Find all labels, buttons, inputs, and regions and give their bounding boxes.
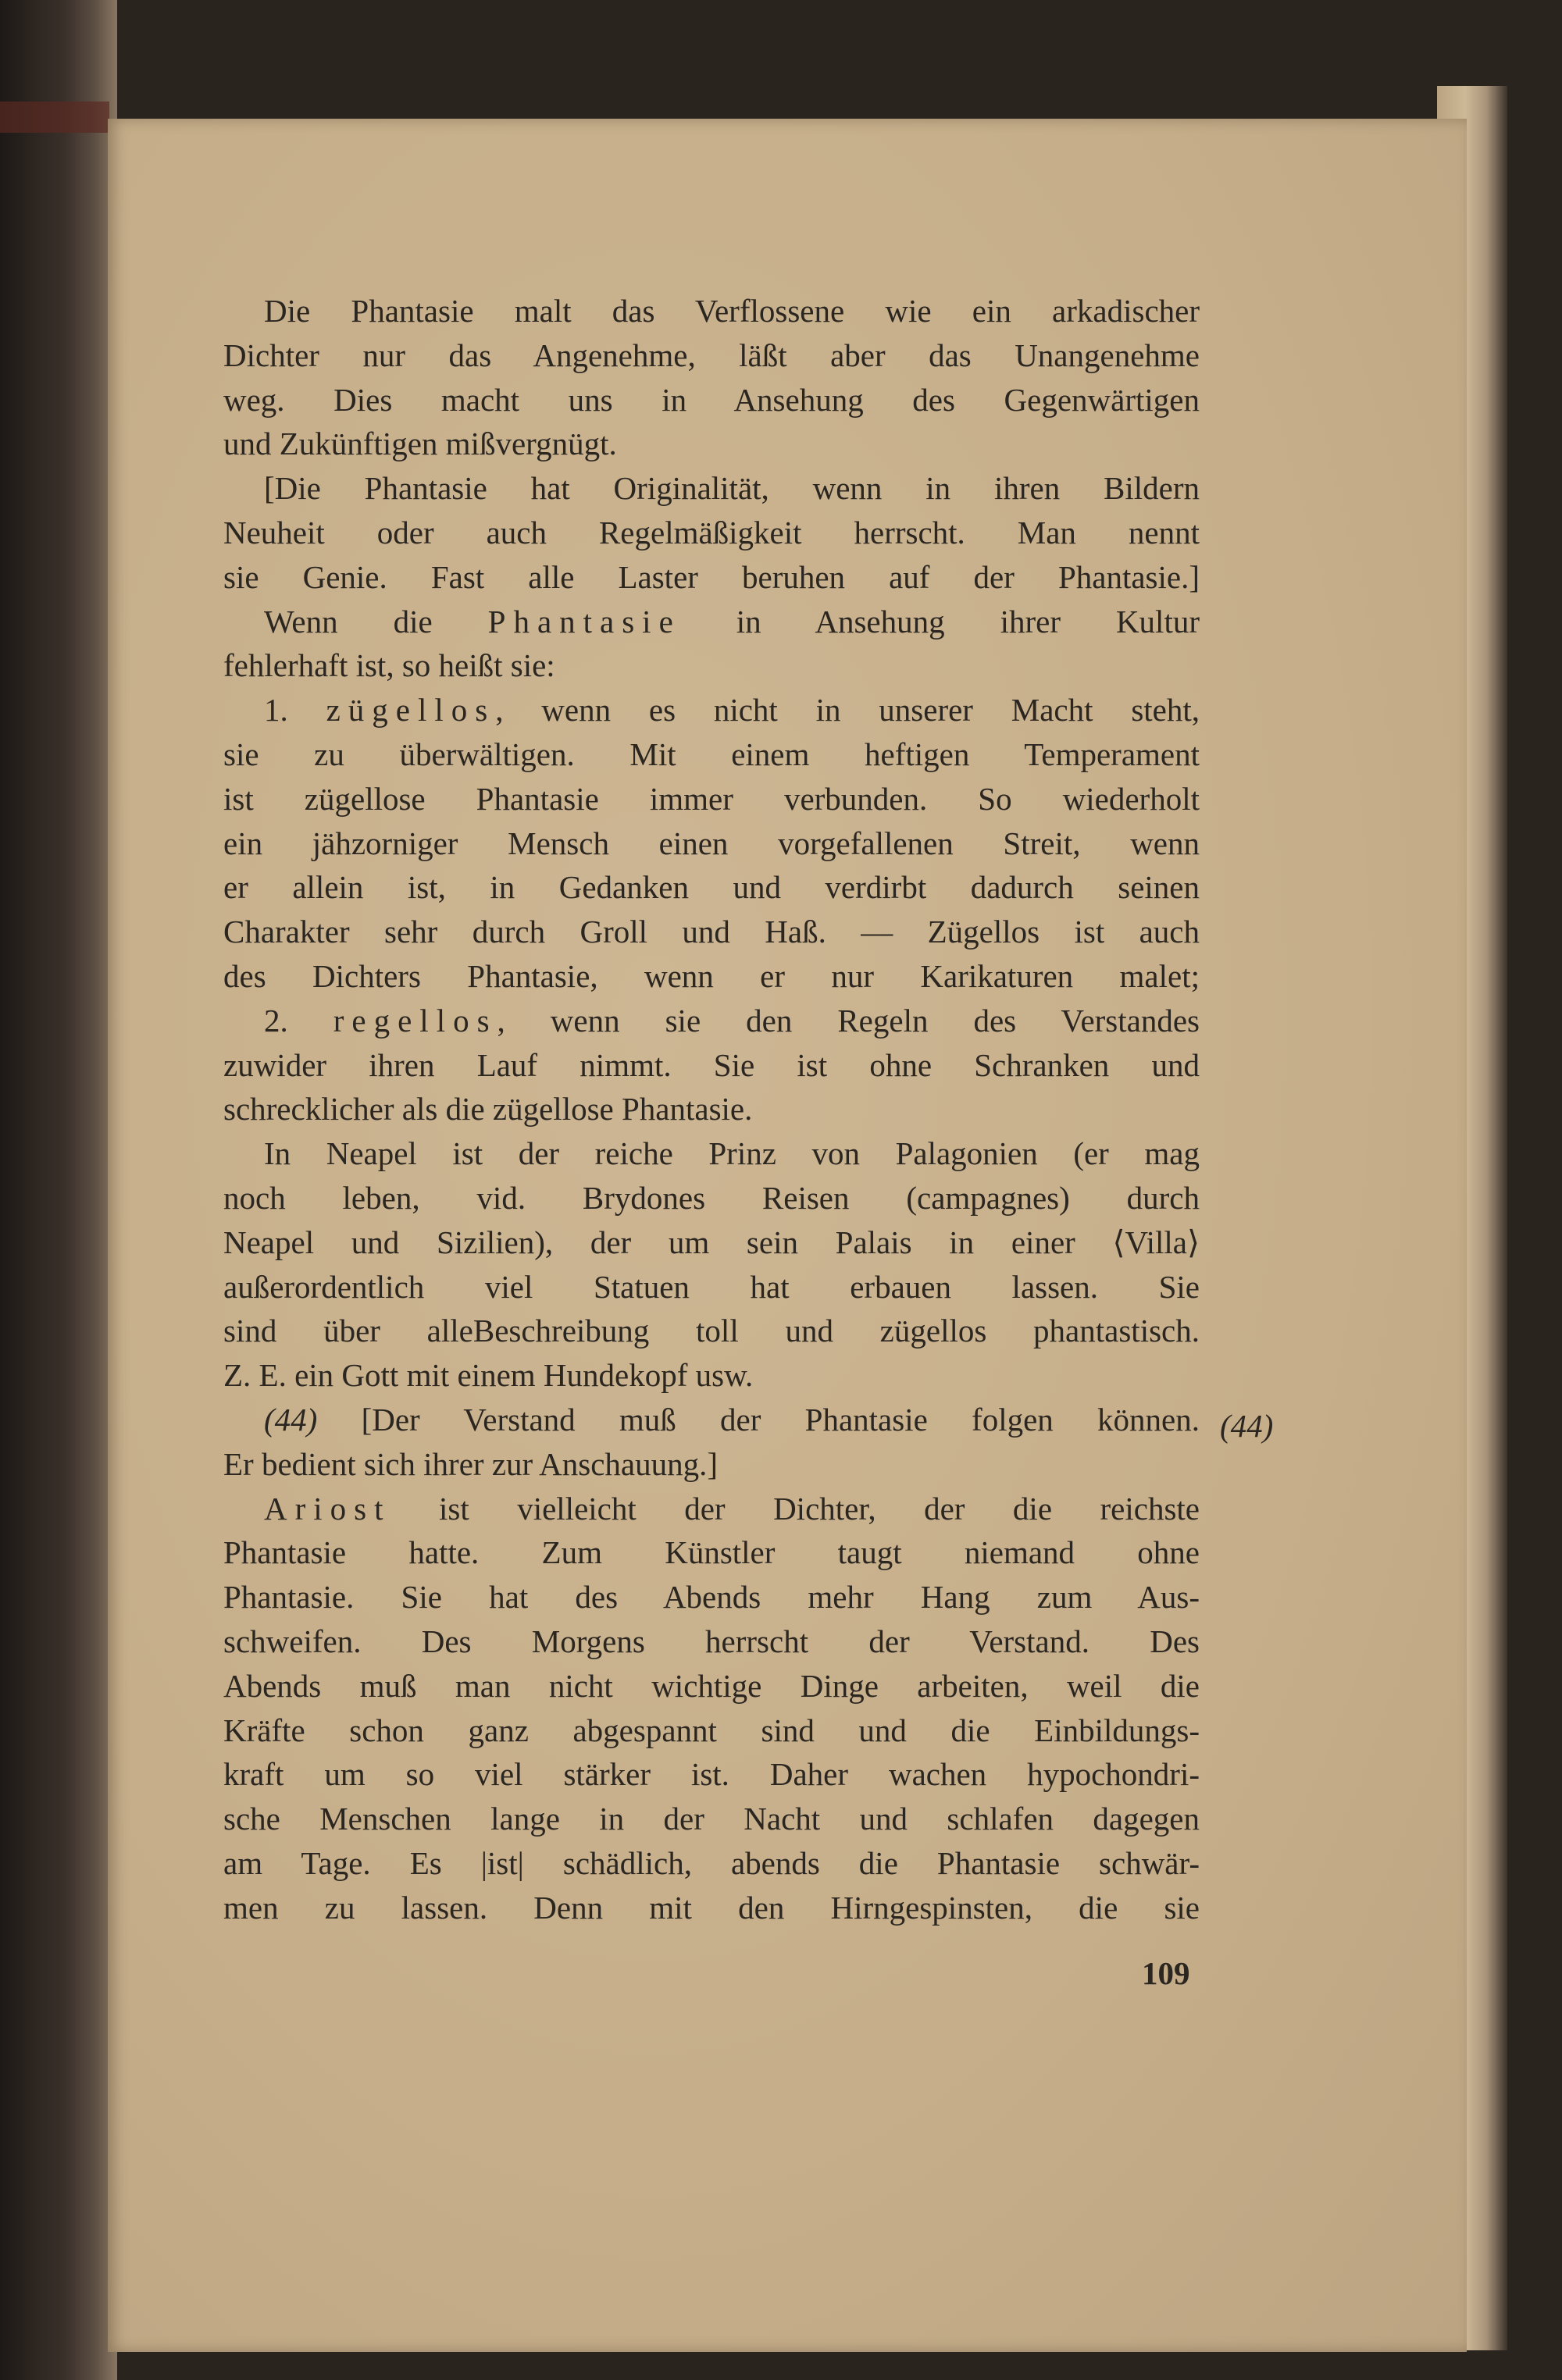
text-line [223,999,1200,1043]
text-segment: am Tage. Es |ist| schädlich, abends die Phantasie schwär- [223,1844,1200,1881]
text-segment: 2. [264,1002,333,1039]
text-segment: er allein ist, in Gedanken und verdirbt dadurch seinen [223,869,1200,906]
text-segment: ist zügellose Phantasie immer verbunden. So wiederholt [223,780,1200,817]
text-line [223,378,1200,422]
text-segment: Die Phantasie malt das Verflossene wie ein arkadischer [264,293,1200,329]
text-line [223,1797,1200,1841]
text-segment: sie Genie. Fast alle Laster beruhen auf der Phantasie.] [223,558,1200,595]
spaced-emphasis: Ariost [264,1490,391,1527]
page-body-text [223,289,1200,1929]
text-segment: Kräfte schon ganz abgespannt sind und die Einbildungs- [223,1712,1200,1748]
text-line [223,333,1200,378]
text-line [223,511,1200,555]
text-line [223,643,1200,688]
binding-edge [0,102,109,133]
text-segment: ist vielleicht der Dichter, der die reichste [390,1490,1200,1527]
text-segment: sche Menschen lange in der Nacht und schlafen dagegen [223,1801,1200,1837]
text-segment: Dichter nur das Angenehme, läßt aber das Unangenehme [223,337,1200,373]
text-segment: schrecklicher als die zügellose Phantasie. [223,1091,753,1128]
text-line [223,1131,1200,1176]
text-segment: [Die Phantasie hat Originalität, wenn in ihren Bildern [264,470,1200,507]
text-segment: , wenn sie den Regeln des Verstandes [497,1002,1200,1039]
text-line [223,1176,1200,1220]
text-line [223,1752,1200,1797]
text-segment: [Der Verstand muß der Phantasie folgen können. [317,1401,1200,1438]
text-line [223,1309,1200,1353]
text-segment: noch leben, vid. Brydones Reisen (campagnes) durch [223,1179,1200,1216]
text-line [223,1575,1200,1619]
italic-marker: (44) [264,1401,318,1438]
text-line [223,821,1200,866]
text-segment: sind über alleBeschreibung toll und zügellos phantastisch. [223,1313,1200,1349]
text-line [223,1487,1200,1531]
book-binding [0,0,117,2380]
text-line [223,1353,1200,1398]
text-line [223,600,1200,644]
text-line [223,1220,1200,1265]
text-line [223,1886,1200,1930]
text-line [223,688,1200,732]
text-line [223,910,1200,954]
text-line [223,555,1200,600]
text-segment: 1. [264,692,326,729]
spaced-emphasis: zügellos [326,692,496,729]
text-segment: in Ansehung ihrer Kultur [680,603,1200,640]
text-segment: Wenn die [264,603,488,640]
text-line [223,1619,1200,1664]
text-segment: Abends muß man nicht wichtige Dinge arbeiten, weil die [223,1667,1200,1704]
text-line [223,422,1200,466]
text-segment: , wenn es nicht in unserer Macht steht, [495,692,1200,729]
text-segment: sie zu überwältigen. Mit einem heftigen Temperament [223,736,1200,772]
text-segment: fehlerhaft ist, so heißt sie: [223,647,555,684]
text-segment: Phantasie hatte. Zum Künstler taugt niemand ohne [223,1534,1200,1571]
text-segment: men zu lassen. Denn mit den Hirngespinsten, die sie [223,1889,1200,1926]
text-segment: ein jähzorniger Mensch einen vorgefallenen Streit, wenn [223,825,1200,861]
spaced-emphasis: regellos [333,1002,497,1039]
text-segment: Er bedient sich ihrer zur Anschauung.] [223,1445,719,1482]
text-line [223,1708,1200,1753]
text-line [223,732,1200,777]
text-segment: Charakter sehr durch Groll und Haß. — Zügellos ist auch [223,914,1200,950]
text-line [223,289,1200,333]
text-segment: des Dichters Phantasie, wenn er nur Karikaturen malet; [223,957,1200,994]
text-segment: weg. Dies macht uns in Ansehung des Gegenwärtigen [223,381,1200,418]
text-segment: und Zukünftigen mißvergnügt. [223,426,617,462]
text-line [223,1265,1200,1309]
text-segment: Neapel und Sizilien), der um sein Palais in einer ⟨Villa⟩ [223,1224,1200,1260]
spaced-emphasis: Phantasie [487,603,681,640]
text-line [223,1442,1200,1487]
text-line [223,1087,1200,1131]
text-segment: Z. E. ein Gott mit einem Hundekopf usw. [223,1357,754,1394]
text-segment: schweifen. Des Morgens herrscht der Verstand. Des [223,1623,1200,1659]
margin-note: (44) [1220,1408,1274,1444]
text-segment: Neuheit oder auch Regelmäßigkeit herrscht. Man nennt [223,514,1200,550]
text-line [223,865,1200,910]
text-line [223,1043,1200,1088]
text-segment: zuwider ihren Lauf nimmt. Sie ist ohne Schranken und [223,1046,1200,1083]
text-segment: kraft um so viel stärker ist. Daher wachen hypochondri- [223,1756,1200,1793]
text-line [223,466,1200,511]
text-line [223,777,1200,821]
text-line [223,1398,1200,1442]
text-line [223,1841,1200,1886]
text-line [223,954,1200,999]
text-line [223,1530,1200,1575]
page-number: 109 [1142,1955,1190,1991]
text-segment: Phantasie. Sie hat des Abends mehr Hang zum Aus- [223,1579,1200,1616]
text-segment: In Neapel ist der reiche Prinz von Palagonien (er mag [264,1135,1200,1172]
text-line [223,1664,1200,1708]
text-segment: außerordentlich viel Statuen hat erbauen lassen. Sie [223,1268,1200,1305]
